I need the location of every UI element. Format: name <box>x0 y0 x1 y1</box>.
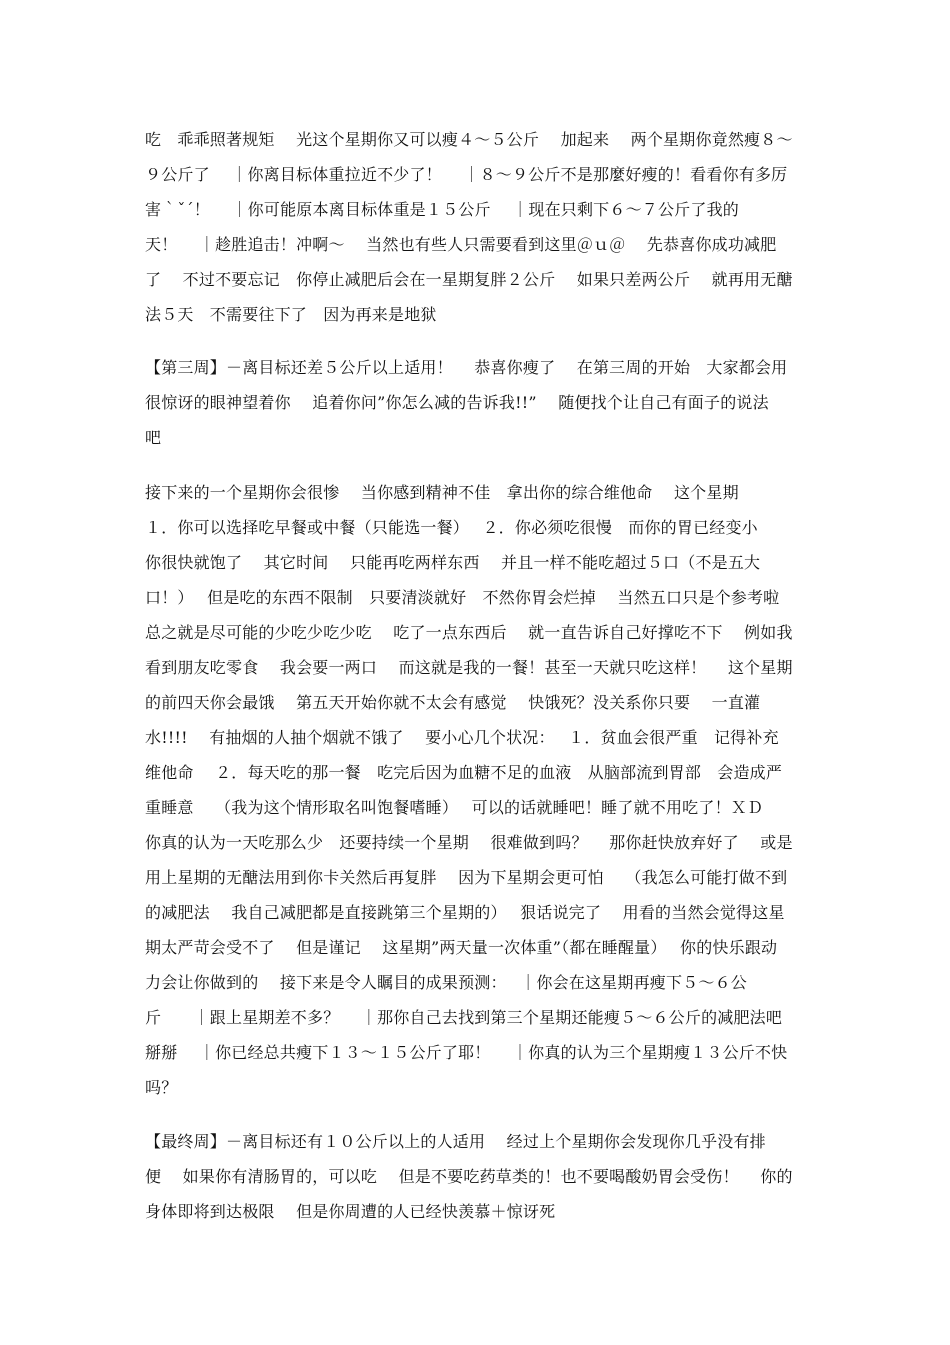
paragraph-week-two-results <box>145 122 825 332</box>
text-line: 重睡意 （我为这个情形取名叫饱餐嗜睡） 可以的话就睡吧！睡了就不用吃了！ＸＤ <box>145 798 764 817</box>
text-line: 【最终周】－离目标还有１０公斤以上的人适用 经过上个星期你会发现你几乎没有排 <box>145 1132 766 1151</box>
text-line: 的前四天你会最饿 第五天开始你就不太会有感觉 快饿死？没关系你只要 一直灌 <box>145 693 761 712</box>
text-line: 吧 <box>145 428 162 447</box>
text-line: 你很快就饱了 其它时间 只能再吃两样东西 并且一样不能吃超过５口（不是五大 <box>145 553 761 572</box>
paragraph-week-three-heading <box>145 350 825 455</box>
text-line: 水!!!! 有抽烟的人抽个烟就不饿了 要小心几个状况： １．贫血会很严重 记得补充 <box>145 728 779 747</box>
text-line: 力会让你做到的 接下来是令人瞩目的成果预测： ｜你会在这星期再瘦下５～６公 <box>145 973 747 992</box>
paragraph-week-three-rules <box>145 475 825 1105</box>
text-line: 法５天 不需要往下了 因为再来是地狱 <box>145 305 437 324</box>
text-line: １．你可以选择吃早餐或中餐（只能选一餐） ２．你必须吃很慢 而你的胃已经变小 <box>145 518 758 537</box>
text-line: 了 不过不要忘记 你停止减肥后会在一星期复胖２公斤 如果只差两公斤 就再用无醣 <box>145 270 793 289</box>
text-line: 害｀ˇ´！ ｜你可能原本离目标体重是１５公斤 ｜现在只剩下６～７公斤了我的 <box>145 200 739 219</box>
text-line: 的减肥法 我自己减肥都是直接跳第三个星期的） 狠话说完了 用看的当然会觉得这星 <box>145 903 785 922</box>
text-line: 便 如果你有清肠胃的，可以吃 但是不要吃药草类的！也不要喝酸奶胃会受伤！ 你的 <box>145 1167 793 1186</box>
text-line: 吃 乖乖照著规矩 光这个星期你又可以瘦４～５公斤 加起来 两个星期你竟然瘦８～ <box>145 130 793 149</box>
text-line: 口！） 但是吃的东西不限制 只要清淡就好 不然你胃会烂掉 当然五口只是个参考啦 <box>145 588 780 607</box>
paragraph-final-week <box>145 1124 825 1229</box>
text-line: 维他命 ２．每天吃的那一餐 吃完后因为血糖不足的血液 从脑部流到胃部 会造成严 <box>145 763 783 782</box>
text-line: 看到朋友吃零食 我会要一两口 而这就是我的一餐！甚至一天就只吃这样！ 这个星期 <box>145 658 793 677</box>
text-line: 天！ ｜趁胜追击！冲啊～ 当然也有些人只需要看到这里＠ｕ＠ 先恭喜你成功减肥 <box>145 235 777 254</box>
text-line: 掰掰 ｜你已经总共瘦下１３～１５公斤了耶！ ｜你真的认为三个星期瘦１３公斤不快 <box>145 1043 788 1062</box>
text-line: 身体即将到达极限 但是你周遭的人已经快羡慕＋惊讶死 <box>145 1202 556 1221</box>
text-line: 吗？ <box>145 1078 178 1097</box>
text-line: 很惊讶的眼神望着你 追着你问”你怎么减的告诉我!!” 随便找个让自己有面子的说法 <box>145 393 769 412</box>
text-line: 接下来的一个星期你会很惨 当你感到精神不佳 拿出你的综合维他命 这个星期 <box>145 483 739 502</box>
text-line: 你真的认为一天吃那么少 还要持续一个星期 很难做到吗？ 那你赶快放弃好了 或是 <box>145 833 793 852</box>
text-line: 期太严苛会受不了 但是谨记 这星期”两天量一次体重”（都在睡醒量） 你的快乐跟动 <box>145 938 778 957</box>
text-line: 用上星期的无醣法用到你卡关然后再复胖 因为下星期会更可怕 （我怎么可能打做不到 <box>145 868 788 887</box>
text-line: 斤 ｜跟上星期差不多？ ｜那你自己去找到第三个星期还能瘦５～６公斤的减肥法吧 <box>145 1008 783 1027</box>
text-line: ９公斤了 ｜你离目标体重拉近不少了！ ｜８～９公斤不是那麼好瘦的！看看你有多厉 <box>145 165 788 184</box>
text-line: 【第三周】－离目标还差５公斤以上适用！ 恭喜你瘦了 在第三周的开始 大家都会用 <box>145 358 788 377</box>
text-line: 总之就是尽可能的少吃少吃少吃 吃了一点东西后 就一直告诉自己好撑吃不下 例如我 <box>145 623 793 642</box>
